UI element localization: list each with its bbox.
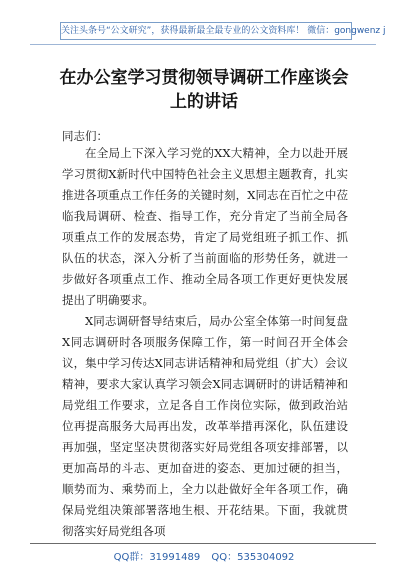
footer-contact: [60, 548, 348, 563]
document-title: 在办公室学习贯彻领导调研工作座谈会上的讲话: [59, 68, 349, 112]
footer-qq-group: QQ群：31991489: [113, 552, 201, 563]
paragraph: X同志调研督导结束后，局办公室全体第一时间复盘X同志调研时各项服务保障工作，第一时间召开全体会议，集中学习传达X同志讲话精神和局党组（扩大）会议精神，要求大家认真学习领会X同志调研时的讲话精神和局党组工作要求，立足各自工作岗位实际，做到政治站位再提高服务大局再出发，改革举措再深化，队伍建设再加强，坚定坚决贯彻落实好局党组各项安排部署，以更加高昂的斗志、更加奋进的姿态、更加过硬的担当，顺势而为、乘势而上，全力以赴做好全年各项工作，确保局党组决策部署落地生根、开花结果。下面，我就贯彻落实好局党组各项: [62, 314, 348, 538]
paragraph: 在全局上下深入学习党的XX大精神，全力以赴开展学习贯彻X新时代中国特色社会主义思想主题教育，扎实推进各项重点工作任务的关键时刻，X同志在百忙之中莅临我局调研、检查、指导工作，充分肯定了当前全局各项重点工作的发展态势，肯定了局党组班子抓工作、抓队伍的状态，深入分析了当前面临的形势任务，就进一步做好各项重点工作、推动全局各项工作更好更快发展提出了明确要求。: [62, 146, 348, 307]
header-divider: [30, 44, 376, 45]
salutation: 同志们：: [62, 129, 108, 143]
footer-qq: QQ：535304092: [211, 552, 295, 563]
footer-divider: [30, 543, 376, 544]
promo-banner[interactable]: 关注头条号“公文研究”，获得最新最全最专业的公文资料库！ 微信：gongwenz j: [60, 22, 352, 40]
document-body: [62, 143, 348, 542]
